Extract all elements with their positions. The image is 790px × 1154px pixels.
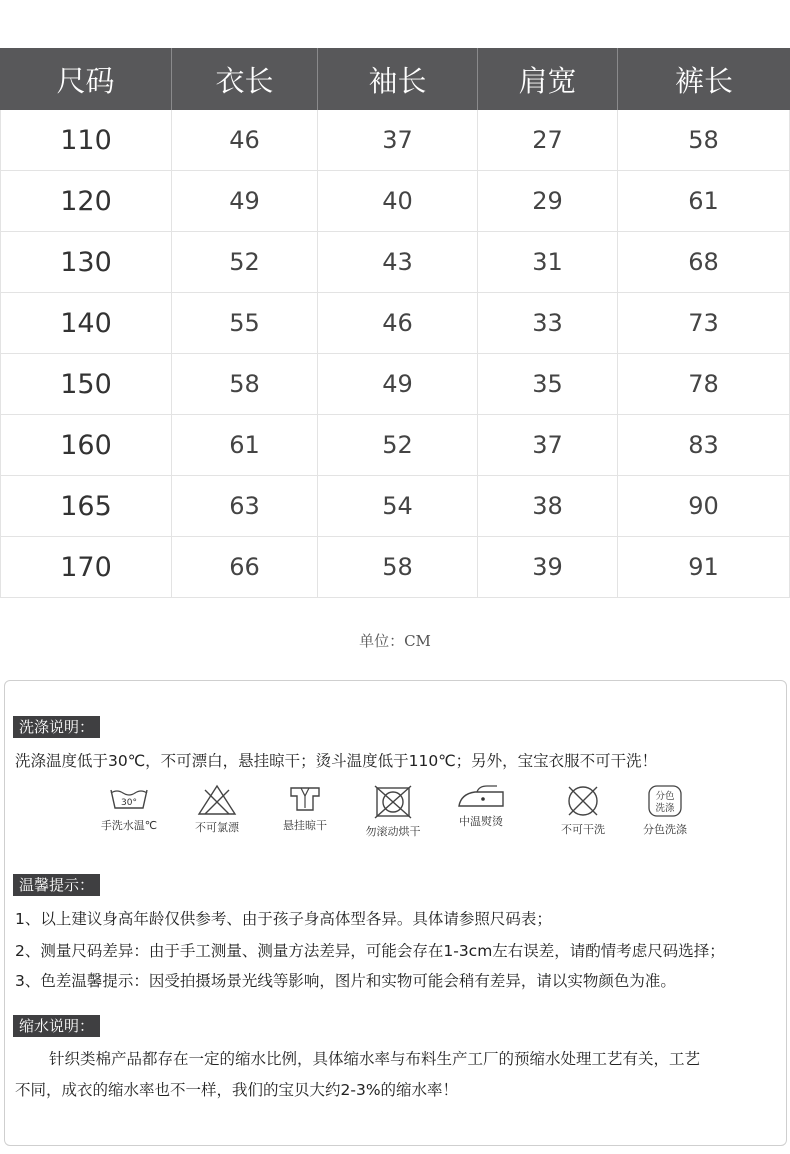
cell-sleeve: 40: [318, 171, 478, 231]
wash-separately-badge-bottom: 洗涤: [655, 803, 675, 814]
no-bleach-icon: [179, 784, 255, 835]
cell-shoulder: 27: [478, 110, 618, 170]
iron-medium-label: 中温熨烫: [459, 815, 503, 828]
no-dry-clean-label: 不可干洗: [561, 823, 605, 836]
wash-separately-label: 分色洗涤: [643, 823, 687, 836]
cell-size: 140: [0, 293, 172, 353]
cell-length: 63: [172, 476, 318, 536]
hand-wash-label: 手洗水温℃: [100, 819, 158, 832]
cell-shoulder: 39: [478, 537, 618, 597]
table-row: [0, 415, 790, 476]
cell-pants: 73: [618, 293, 790, 353]
table-row: [0, 171, 790, 232]
cell-size: 110: [0, 110, 172, 170]
hand-wash-badge: 30°: [121, 798, 137, 808]
wash-separately-icon: [627, 784, 703, 837]
cell-sleeve: 49: [318, 354, 478, 414]
washing-title: 洗涤说明：: [13, 716, 100, 738]
hand-wash-30-icon: [91, 784, 167, 833]
cell-sleeve: 37: [318, 110, 478, 170]
cell-shoulder: 29: [478, 171, 618, 231]
care-info-box: [4, 680, 787, 1146]
cell-pants: 83: [618, 415, 790, 475]
shrink-text-line1: 针织类棉产品都存在一定的缩水比例，具体缩水率与布料生产工厂的预缩水处理工艺有关，工艺: [49, 1050, 701, 1068]
header-shoulder: 肩宽: [478, 48, 618, 110]
cell-size: 150: [0, 354, 172, 414]
header-size: 尺码: [0, 48, 172, 110]
table-row: [0, 110, 790, 171]
cell-size: 130: [0, 232, 172, 292]
iron-medium-icon: [443, 784, 519, 829]
tip-item: 1、以上建议身高年龄仅供参考、由于孩子身高体型各异。具体请参照尺码表；: [15, 910, 552, 928]
header-sleeve: 袖长: [318, 48, 478, 110]
table-row: [0, 537, 790, 598]
cell-shoulder: 35: [478, 354, 618, 414]
cell-pants: 78: [618, 354, 790, 414]
cell-length: 49: [172, 171, 318, 231]
cell-sleeve: 43: [318, 232, 478, 292]
hang-dry-icon: [267, 784, 343, 833]
cell-length: 61: [172, 415, 318, 475]
cell-size: 160: [0, 415, 172, 475]
tip-item: 3、色差温馨提示：因受拍摄场景光线等影响，图片和实物可能会稍有差异，请以实物颜色为准。: [15, 972, 676, 990]
cell-length: 55: [172, 293, 318, 353]
hang-dry-label: 悬挂晾干: [283, 819, 327, 832]
table-row: [0, 232, 790, 293]
care-icons: [91, 784, 711, 848]
cell-sleeve: 54: [318, 476, 478, 536]
cell-pants: 91: [618, 537, 790, 597]
header-pants: 裤长: [674, 63, 733, 98]
no-tumble-dry-icon: [355, 784, 431, 839]
no-dry-clean-icon: [545, 784, 621, 837]
cell-length: 58: [172, 354, 318, 414]
unit-label: 单位：CM: [359, 632, 431, 650]
cell-pants: 58: [618, 110, 790, 170]
cell-sleeve: 46: [318, 293, 478, 353]
header-length: 衣长: [172, 48, 318, 110]
size-table-header: [0, 48, 790, 110]
shrink-text-line2: 不同，成衣的缩水率也不一样，我们的宝贝大约2-3%的缩水率！: [15, 1081, 459, 1099]
no-bleach-label: 不可氯漂: [195, 821, 239, 834]
cell-sleeve: 58: [318, 537, 478, 597]
cell-length: 46: [172, 110, 318, 170]
cell-sleeve: 52: [318, 415, 478, 475]
cell-size: 170: [0, 537, 172, 597]
cell-length: 66: [172, 537, 318, 597]
cell-shoulder: 31: [478, 232, 618, 292]
table-row: [0, 293, 790, 354]
cell-size: 165: [0, 476, 172, 536]
cell-length: 52: [172, 232, 318, 292]
cell-shoulder: 37: [478, 415, 618, 475]
washing-text: 洗涤温度低于30℃，不可漂白，悬挂晾干；烫斗温度低于110℃；另外，宝宝衣服不可干洗！: [15, 752, 658, 770]
cell-pants: 68: [618, 232, 790, 292]
no-tumble-dry-label: 勿滚动烘干: [365, 825, 421, 838]
cell-shoulder: 33: [478, 293, 618, 353]
shrink-title: 缩水说明：: [13, 1015, 100, 1037]
table-row: [0, 476, 790, 537]
cell-pants: 61: [618, 171, 790, 231]
table-row: [0, 354, 790, 415]
size-table: [0, 48, 790, 598]
cell-size: 120: [0, 171, 172, 231]
wash-separately-badge-top: 分色: [655, 791, 675, 802]
cell-shoulder: 38: [478, 476, 618, 536]
cell-pants: 90: [618, 476, 790, 536]
tip-item: 2、测量尺码差异：由于手工测量、测量方法差异，可能会存在1-3cm左右误差，请酌情考虑尺码选择；: [15, 942, 725, 960]
tips-title: 温馨提示：: [13, 874, 100, 896]
